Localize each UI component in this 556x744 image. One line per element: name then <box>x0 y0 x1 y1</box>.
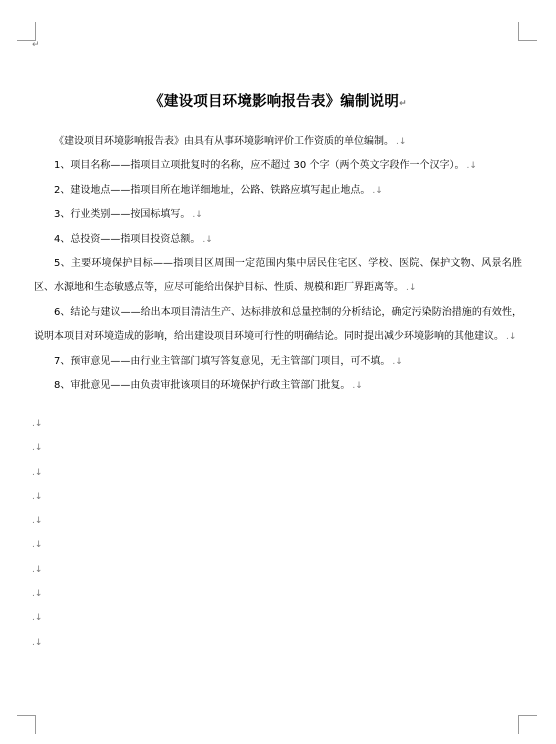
line-mark: .↓ <box>202 234 213 245</box>
empty-line[interactable] <box>32 606 42 630</box>
empty-line[interactable] <box>32 533 42 557</box>
item-paragraph-6[interactable] <box>34 301 522 350</box>
empty-line[interactable] <box>32 436 42 460</box>
line-mark: .↓ <box>32 419 43 429</box>
item-text-4: 4、总投资——指项目投资总额。 <box>54 233 201 245</box>
item-paragraph-5[interactable] <box>34 252 522 301</box>
line-mark: .↓ <box>466 161 477 172</box>
intro-text: 《建设项目环境影响报告表》由具有从事环境影响评价工作资质的单位编制。 <box>54 136 394 147</box>
intro-paragraph[interactable] <box>34 130 522 154</box>
item-text-5: 5、主要环境保护目标——指项目区周围一定范围内集中居民住宅区、学校、医院、保护文物、风景名胜区、水源地和生态敏感点等，应尽可能给出保护目标、性质、规模和距厂界距离等。 <box>34 258 522 294</box>
paragraph-mark: ↵ <box>32 40 40 50</box>
empty-line[interactable] <box>32 509 42 533</box>
document-title[interactable] <box>0 90 556 111</box>
item-paragraph-1[interactable] <box>34 154 522 178</box>
item-paragraph-2[interactable] <box>34 179 522 203</box>
corner-mark-bottom-right <box>518 715 537 734</box>
item-text-2: 2、建设地点——指项目所在地详细地址，公路、铁路应填写起止地点。 <box>54 184 371 196</box>
empty-line[interactable] <box>32 461 42 485</box>
corner-mark-bottom-left <box>17 715 36 734</box>
corner-mark-top-right <box>518 22 537 41</box>
line-mark: .↓ <box>32 564 43 575</box>
line-mark: .↓ <box>352 381 363 392</box>
line-mark: .↓ <box>506 332 517 343</box>
item-text-7: 7、预审意见——由行业主管部门填写答复意见，无主管部门项目，可不填。 <box>54 355 391 367</box>
item-paragraph-3[interactable] <box>34 203 522 227</box>
empty-line[interactable] <box>32 558 42 582</box>
empty-line[interactable] <box>32 485 42 509</box>
line-mark: .↓ <box>32 491 43 502</box>
item-paragraph-7[interactable] <box>34 350 522 374</box>
document-title-text: 《建设项目环境影响报告表》编制说明 <box>149 94 400 110</box>
line-mark: .↓ <box>406 283 417 294</box>
line-mark: .↓ <box>32 589 43 600</box>
empty-line[interactable] <box>32 631 42 655</box>
line-mark: .↓ <box>32 613 43 624</box>
line-mark: .↓ <box>32 540 43 551</box>
line-mark: .↓ <box>32 637 43 648</box>
item-text-6: 6、结论与建议——给出本项目清洁生产、达标排放和总量控制的分析结论，确定污染防治措施的有效性，说明本项目对环境造成的影响，给出建设项目环境可行性的明确结论。同时提出减少环境影响的其他建议。 <box>34 306 522 343</box>
line-mark: .↓ <box>32 516 43 527</box>
line-mark: .↓ <box>396 137 407 147</box>
empty-line[interactable] <box>32 582 42 606</box>
item-text-8: 8、审批意见——由负责审批该项目的环境保护行政主管部门批复。 <box>54 380 351 392</box>
item-paragraph-8[interactable] <box>34 374 522 398</box>
line-mark: .↓ <box>32 443 43 454</box>
line-mark: .↓ <box>372 185 383 196</box>
item-paragraph-4[interactable] <box>34 228 522 252</box>
line-mark: .↓ <box>32 467 43 478</box>
line-mark: .↓ <box>392 356 403 367</box>
empty-lines[interactable] <box>32 412 42 655</box>
document-body[interactable] <box>34 130 522 398</box>
item-text-1: 1、项目名称——指项目立项批复时的名称，应不超过 30 个字（两个英文字段作一个汉字）。 <box>54 160 465 172</box>
empty-line[interactable] <box>32 412 42 436</box>
paragraph-mark: ↵ <box>399 99 407 109</box>
line-mark: .↓ <box>192 210 203 221</box>
item-text-3: 3、行业类别——按国标填写。 <box>54 209 191 221</box>
corner-mark-top-left <box>17 22 36 41</box>
